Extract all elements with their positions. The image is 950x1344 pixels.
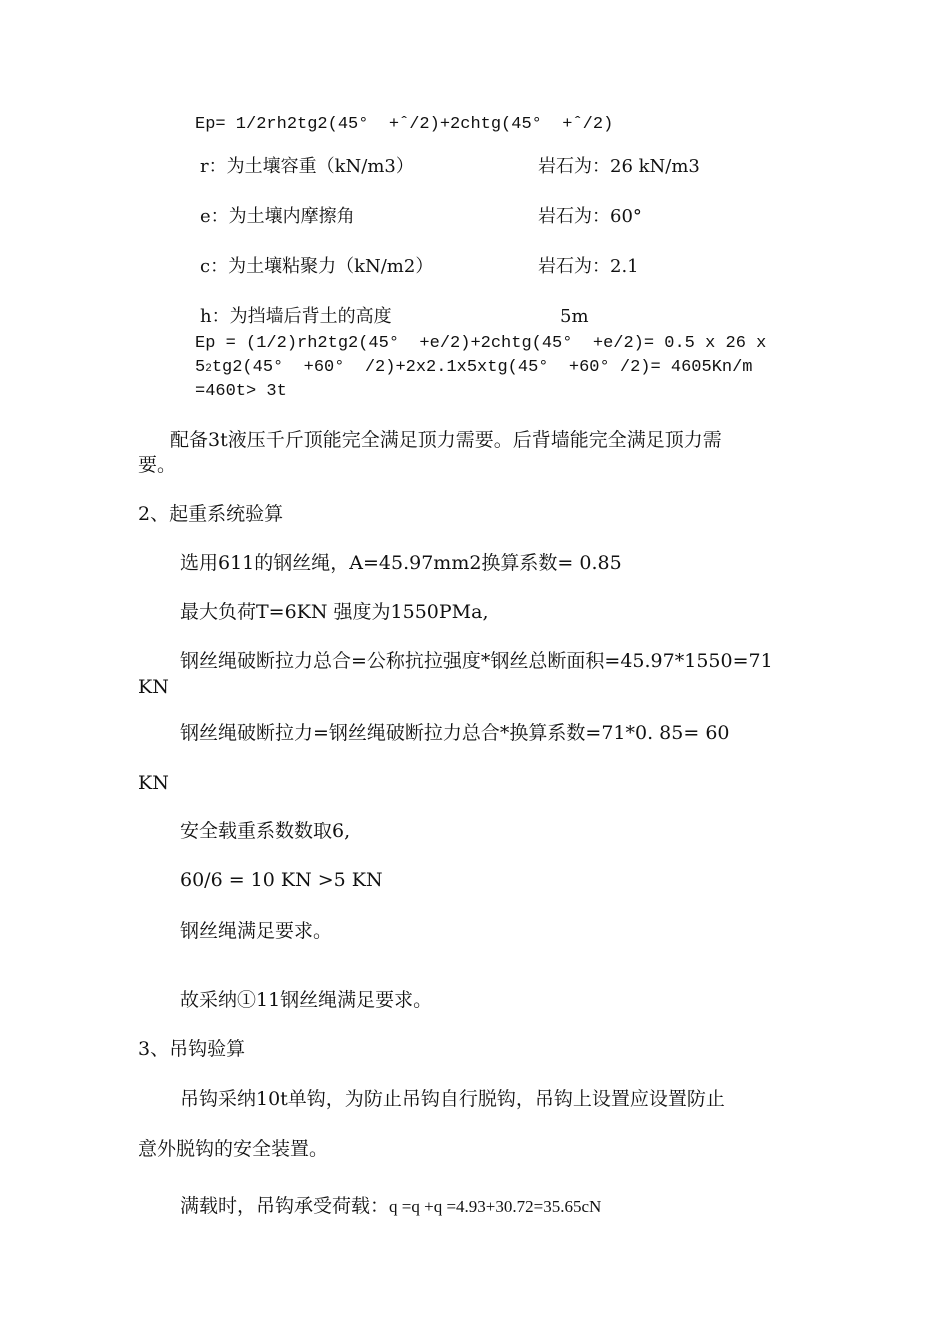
conclusion-text: 故采纳①11钢丝绳满足要求。: [180, 989, 433, 1011]
break-force-line-1: 钢丝绳破断拉力=钢丝绳破断拉力总合*换算系数=71*0. 85= 60: [180, 722, 730, 744]
param-c-label: c：为土壤粘聚力（kN/m2）: [200, 256, 434, 277]
check-calc-text: 60/6 = 10 KN >5 KN: [180, 869, 383, 891]
param-r-label: r：为土壤容重（kN/m3）: [200, 156, 414, 177]
param-c-value: 岩石为：2.1: [538, 256, 639, 277]
hook-text-line-2: 意外脱钩的安全装置。: [138, 1138, 329, 1160]
full-load-line: [180, 1194, 601, 1219]
ep-formula: Ep= 1/2rh2tg2(45° +ˆ/2)+2chtg(45° +ˆ/2): [195, 115, 614, 134]
param-e-label: e：为土壤内摩擦角: [200, 206, 355, 227]
hook-text-line-1: 吊钩采纳10t单钩，为防止吊钩自行脱钩，吊钩上设置应设置防止: [180, 1088, 725, 1110]
calc-line-2: [195, 357, 753, 380]
param-r-value: 岩石为：26 kN/m3: [538, 156, 700, 177]
param-h-label: h：为挡墙后背土的高度: [200, 306, 392, 327]
param-e-value: 岩石为：60°: [538, 206, 642, 227]
jack-text-line-2: 要。: [138, 454, 177, 476]
rope-select-text: 选用611的钢丝绳，A=45.97mm2换算系数= 0.85: [180, 552, 622, 574]
calc-line-2-sub: 2: [205, 363, 212, 375]
jack-text-line-1: 配备3t液压千斤顶能完全满足顶力需要。后背墙能完全满足顶力需: [170, 429, 722, 451]
break-total-line-1: 钢丝绳破断拉力总合=公称抗拉强度*钢丝总断面积=45.97*1550=71: [180, 650, 773, 672]
section-2-heading: 2、起重系统验算: [138, 503, 284, 525]
safety-factor-text: 安全载重系数数取6,: [180, 820, 351, 842]
calc-line-3: =460t> 3t: [195, 382, 287, 401]
break-total-line-2: KN: [138, 676, 169, 698]
calc-line-2-b: tg2(45° +60° /2)+2x2.1x5xtg(45° +60° /2)= 4605Kn/m: [211, 358, 753, 377]
rope-ok-text: 钢丝绳满足要求。: [180, 920, 333, 942]
break-force-line-2: KN: [138, 772, 169, 794]
section-3-heading: 3、吊钩验算: [138, 1038, 246, 1060]
calc-line-1: Ep = (1/2)rh2tg2(45° +e/2)+2chtg(45° +e/2)= 0.5 x 26 x: [195, 334, 767, 353]
calc-line-2-a: 5: [195, 358, 206, 377]
full-load-label: 满载时，吊钩承受荷载：: [180, 1195, 390, 1217]
full-load-value: q =q +q =4.93+30.72=35.65cN: [389, 1197, 602, 1216]
max-load-text: 最大负荷T=6KN 强度为1550PMa,: [180, 601, 489, 623]
param-h-value: 5m: [560, 306, 589, 327]
